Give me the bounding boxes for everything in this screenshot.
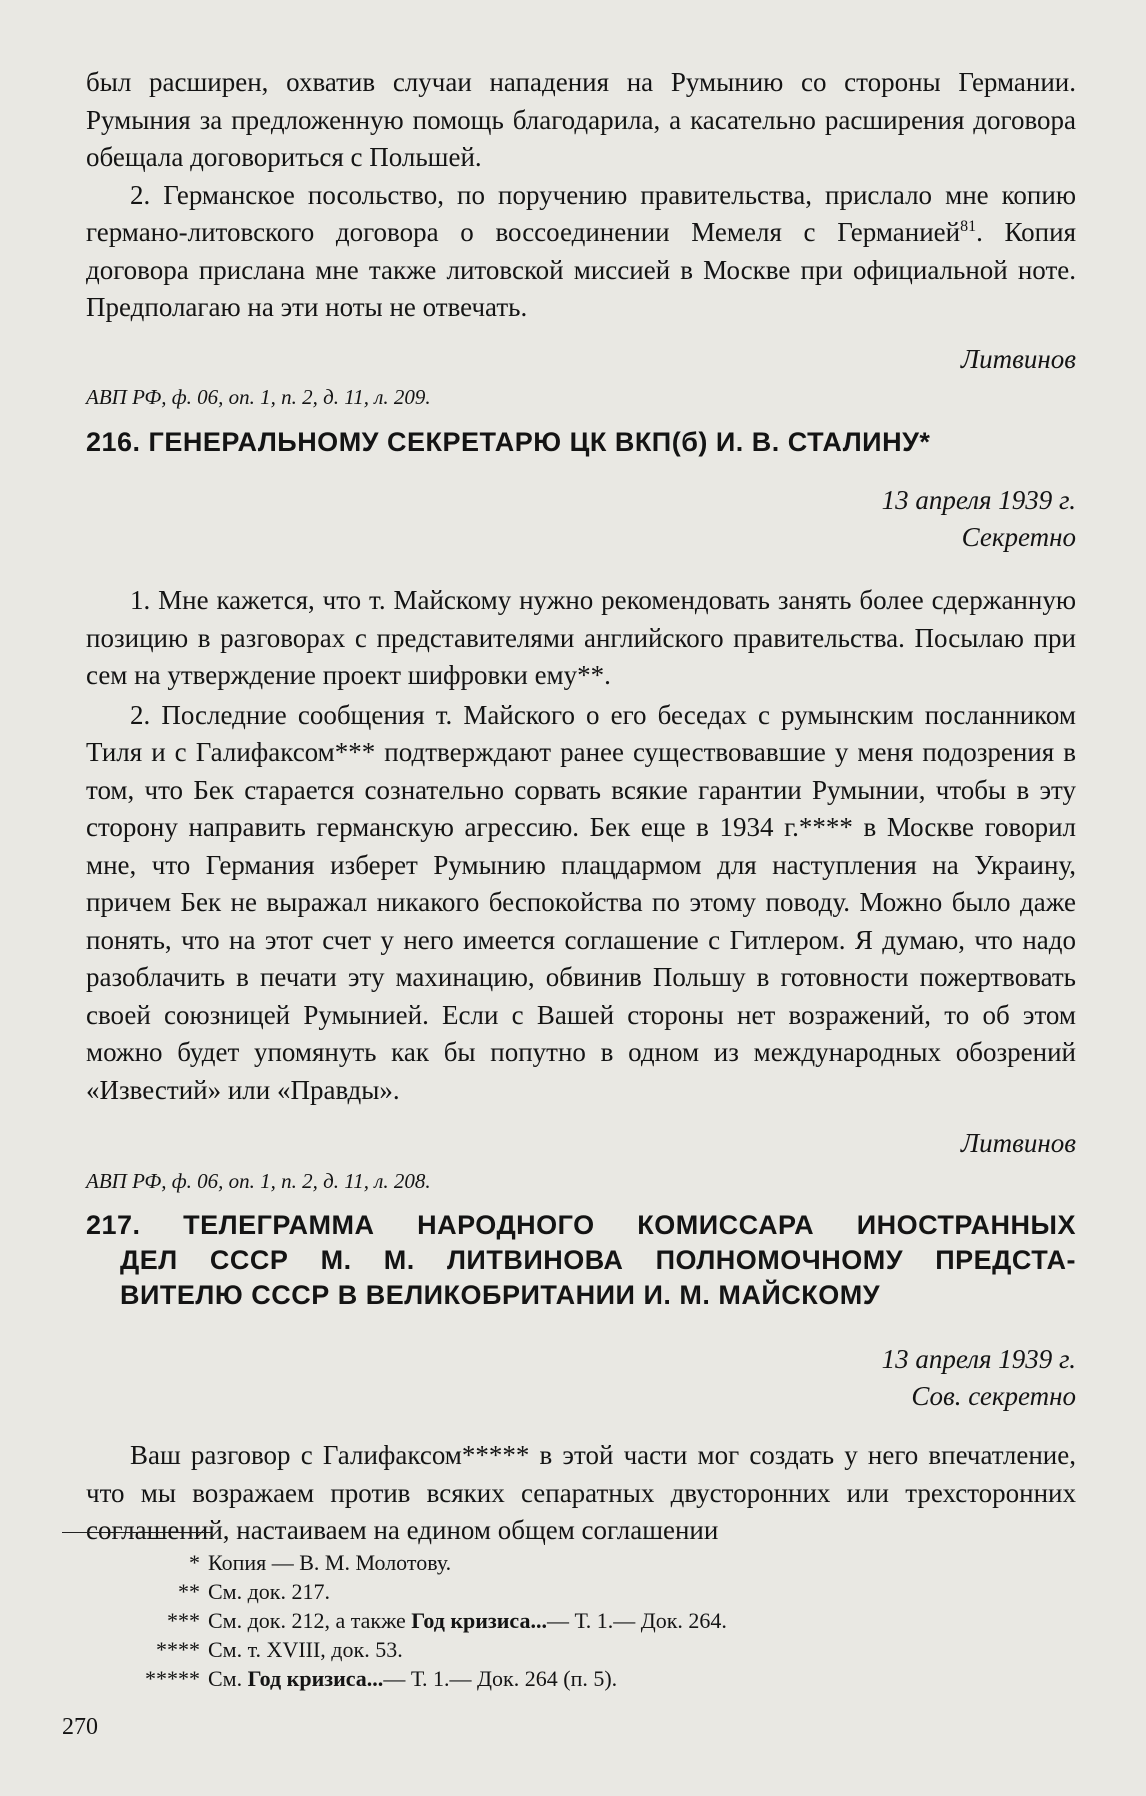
paragraph-continued: был расширен, охватив случаи нападения на Румынию со стороны Германии. Румыния за предложенную помощь благодарила, а касательно расширения договора обещала договориться с Польшей. [86,67,1076,172]
doc-217-heading-line-3: ВИТЕЛЮ СССР В ВЕЛИКОБРИТАНИИ И. М. МАЙСКОМУ [120,1280,881,1310]
doc-217-classification: Сов. секретно [911,1381,1076,1411]
doc-216 [86,425,1076,1196]
doc-217-date: 13 апреля 1939 г. [881,1344,1076,1374]
doc-217-heading-line-1: 217. ТЕЛЕГРАММА НАРОДНОГО КОМИССАРА ИНОСТРАННЫХ [86,1210,1076,1240]
signature-litvinov-2: Литвинов [960,1128,1076,1158]
top-section [86,64,1076,412]
archive-source-1: АВП РФ, ф. 06, оп. 1, п. 2, д. 11, л. 209. [86,384,431,409]
doc-216-classification: Секретно [961,522,1076,552]
doc-216-paragraph-1: 1. Мне кажется, что т. Майскому нужно рекомендовать занять более сдержанную позицию в разговорах с представителями английского правительства. Посылаю при сем на утверждение проект шифровки ему**. [86,585,1076,690]
footnote-divider [62,1532,212,1533]
footnote-ref-81: 81 [960,218,977,235]
footnote-1: * Копия — В. М. Молотову. [189,1550,452,1575]
doc-216-date: 13 апреля 1939 г. [881,485,1076,515]
archive-source-2: АВП РФ, ф. 06, оп. 1, п. 2, д. 11, л. 208. [86,1169,431,1193]
footnotes [40,1548,1030,1693]
doc-216-heading: 216. ГЕНЕРАЛЬНОМУ СЕКРЕТАРЮ ЦК ВКП(б) И. В. СТАЛИНУ* [86,427,931,457]
page-number: 270 [62,1714,98,1740]
signature-litvinov-1: Литвинов [960,343,1076,374]
footnote-3: *** См. док. 212, а также Год кризиса...— Т. 1.— Док. 264. [167,1608,727,1633]
paragraph-memel: 2. Германское посольство, по поручению правительства, прислало мне копию германо-литовского договора о воссоединении Мемеля с Германией$^{81}$. Копия договора прислана мне также литовской миссией в Москве при официальной ноте. Предполагаю на эти ноты не отвечать. [86,179,1076,322]
doc-216-paragraph-2: 2. Последние сообщения т. Майского о его беседах с румынским посланником Тиля и с Галифаксом*** подтверждают ранее существовавшие у меня подозрения в том, что Бек старается сознательно сорвать всякие гарантии Румынии, чтобы в эту сторону направить германскую агрессию. Бек еще в 1934 г.**** в Москве говорил мне, что Германия изберет Румынию плацдармом для наступления на Украину, причем Бек не выражал никакого беспокойства по этому поводу. Можно было даже понять, что на этот счет у него имеется соглашение с Гитлером. Я думаю, что надо разоблачить в печати эту махинацию, обвинив Польшу в готовности пожертвовать своей союзницей Румынией. Если с Вашей стороны нет возражений, то об этом можно будет упомянуть как бы попутно в одном из международных обозрений «Известий» или «Правды». [86,699,1076,1105]
doc-217-paragraph: Ваш разговор с Галифаксом***** в этой части мог создать у него впечатление, что мы возражаем против всяких сепаратных двусторонних или трехсторонних соглашений, настаиваем на едином общем соглашении [86,1440,1076,1545]
footnote-4: **** См. т. XVIII, док. 53. [156,1637,403,1662]
footnote-5: ***** См. Год кризиса...— Т. 1.— Док. 264 (п. 5). [145,1666,618,1691]
doc-217 [86,1208,1076,1550]
footnote-2: ** См. док. 217. [178,1579,330,1604]
doc-217-heading-line-2: ДЕЛ СССР М. М. ЛИТВИНОВА ПОЛНОМОЧНОМУ ПРЕДСТА- [120,1245,1076,1275]
